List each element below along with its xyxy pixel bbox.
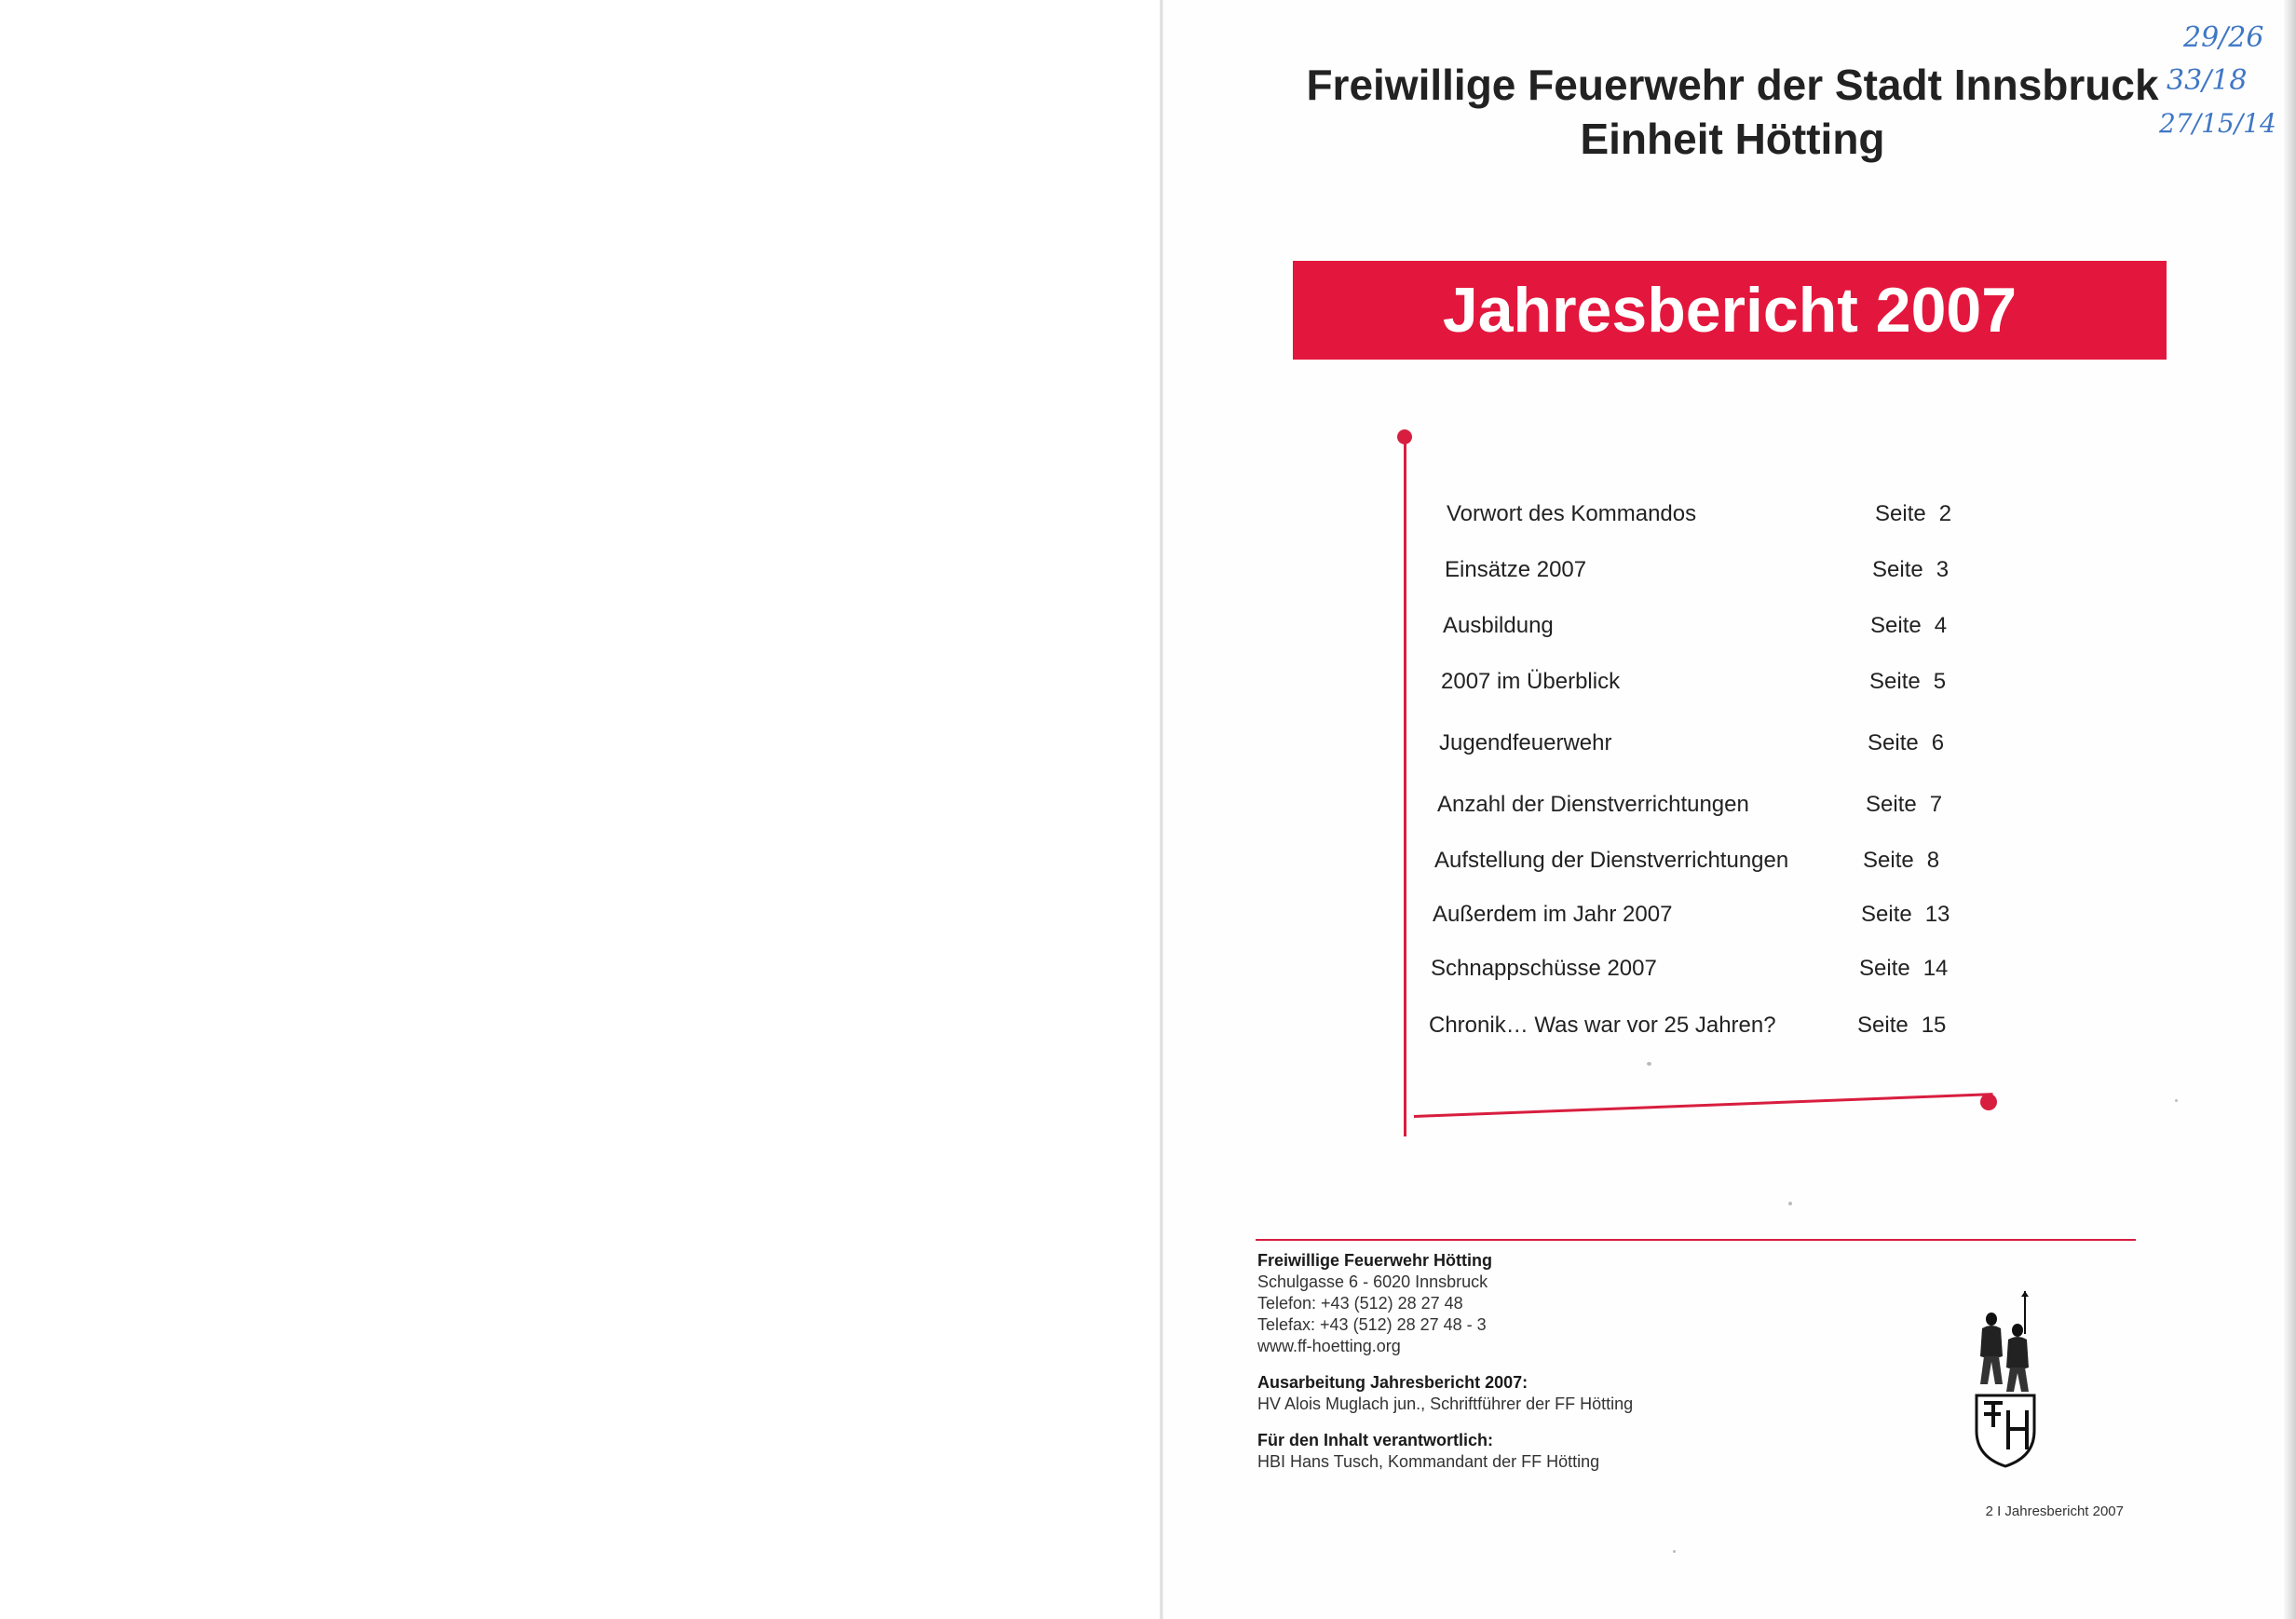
toc-item-title: Schnappschüsse 2007 [1431, 956, 1657, 981]
toc-item-page [1875, 496, 1951, 533]
page-edge-shadow [2284, 0, 2296, 1619]
toc-item-page-number: 3 [1936, 557, 1950, 582]
toc-item[interactable] [1439, 725, 1961, 762]
toc-item-title: Einsätze 2007 [1445, 557, 1587, 582]
toc-item[interactable] [1433, 896, 1954, 933]
spacer [1257, 1415, 1928, 1430]
toc-item[interactable] [1429, 1007, 1950, 1044]
toc-item-page [1857, 1007, 1946, 1044]
org-title-line2: Einheit Hötting [1580, 115, 1885, 163]
toc-item-page-label: Seite [1866, 792, 1917, 817]
toc-item-page-number: 8 [1926, 848, 1940, 873]
toc-item-page-number: 14 [1922, 956, 1949, 981]
toc-item-title: Anzahl der Dienstverrichtungen [1437, 792, 1749, 817]
footer-phone: Telefon: +43 (512) 28 27 48 [1257, 1294, 1463, 1313]
toc-item-page-number: 13 [1924, 902, 1950, 927]
toc-item-page [1872, 551, 1949, 589]
footer-website-link[interactable]: www.ff-hoetting.org [1257, 1337, 1401, 1355]
handwritten-note-1: 29/26 [2183, 21, 2264, 54]
toc-item-page [1861, 896, 1950, 933]
toc-item-title: Vorwort des Kommandos [1447, 501, 1697, 526]
toc-item-page-label: Seite [1875, 501, 1926, 526]
toc-item-page-label: Seite [1857, 1013, 1909, 1038]
toc-item-title: Ausbildung [1443, 613, 1554, 638]
toc-item-page [1868, 725, 1944, 762]
toc-item-page [1866, 786, 1942, 823]
toc-item-page-label: Seite [1861, 902, 1912, 927]
footer-address: Schulgasse 6 - 6020 Innsbruck [1257, 1272, 1488, 1291]
toc-vertical-line [1404, 436, 1406, 1136]
handwritten-note-3: 27/15/14 [2159, 108, 2276, 139]
toc-start-dot [1397, 429, 1412, 444]
page-number-footer: 2 I Jahresbericht 2007 [1985, 1503, 2124, 1519]
toc-item-page-label: Seite [1863, 848, 1914, 873]
toc-item-title: Jugendfeuerwehr [1439, 730, 1612, 755]
toc-item-page-label: Seite [1872, 557, 1923, 582]
toc-item-page-label: Seite [1868, 730, 1919, 755]
handwritten-note-2: 33/18 [2167, 64, 2248, 97]
toc-item[interactable] [1431, 950, 1952, 987]
handwritten-notes [2159, 17, 2280, 145]
toc-item-page [1869, 663, 1946, 701]
toc-item-page-number: 15 [1921, 1013, 1947, 1038]
footer-prep-text: HV Alois Muglach jun., Schriftführer der FF Hötting [1257, 1395, 1634, 1413]
toc-item[interactable] [1445, 551, 1966, 589]
toc-item-page [1859, 950, 1948, 987]
scan-speck [1788, 1202, 1792, 1205]
toc-item-page-number: 2 [1938, 501, 1952, 526]
toc-item-title: 2007 im Überblick [1441, 669, 1621, 694]
footer-org-name: Freiwillige Feuerwehr Hötting [1257, 1251, 1493, 1270]
toc-item[interactable] [1434, 842, 1956, 879]
toc-item[interactable] [1441, 663, 1963, 701]
report-title-banner: Jahresbericht 2007 [1293, 261, 2167, 360]
toc-item-page-number: 7 [1929, 792, 1943, 817]
toc-item-title: Aufstellung der Dienstverrichtungen [1434, 848, 1789, 873]
scan-speck [1647, 1062, 1651, 1066]
toc-item-page-number: 5 [1933, 669, 1947, 694]
toc-item-title: Chronik… Was war vor 25 Jahren? [1429, 1013, 1776, 1038]
toc-item[interactable] [1443, 607, 1964, 645]
toc-item-page-label: Seite [1870, 613, 1922, 638]
toc-item-page-label: Seite [1859, 956, 1910, 981]
toc-item[interactable] [1437, 786, 1959, 823]
toc-item-page [1870, 607, 1947, 645]
scan-speck [2175, 1099, 2178, 1102]
toc-end-dot [1980, 1094, 1997, 1110]
footer-resp-text: HBI Hans Tusch, Kommandant der FF Hötting [1257, 1452, 1600, 1471]
footer-divider [1256, 1239, 2136, 1241]
toc-item-page-number: 6 [1931, 730, 1945, 755]
toc-item-page [1863, 842, 1939, 879]
footer-prep-label: Ausarbeitung Jahresbericht 2007: [1257, 1373, 1528, 1392]
footer-contact [1257, 1250, 1928, 1473]
spacer [1257, 1357, 1928, 1372]
org-title-line1: Freiwillige Feuerwehr der Stadt Innsbruck [1306, 61, 2159, 109]
toc-item-page-number: 4 [1934, 613, 1948, 638]
toc-item-title: Außerdem im Jahr 2007 [1433, 902, 1673, 927]
toc-item-page-label: Seite [1869, 669, 1921, 694]
fire-brigade-crest-icon [1963, 1291, 2047, 1468]
org-title [1285, 58, 2180, 166]
footer-resp-label: Für den Inhalt verantwortlich: [1257, 1431, 1494, 1449]
toc-item[interactable] [1447, 496, 1968, 533]
footer-fax: Telefax: +43 (512) 28 27 48 - 3 [1257, 1315, 1487, 1334]
scan-speck [1673, 1550, 1676, 1553]
